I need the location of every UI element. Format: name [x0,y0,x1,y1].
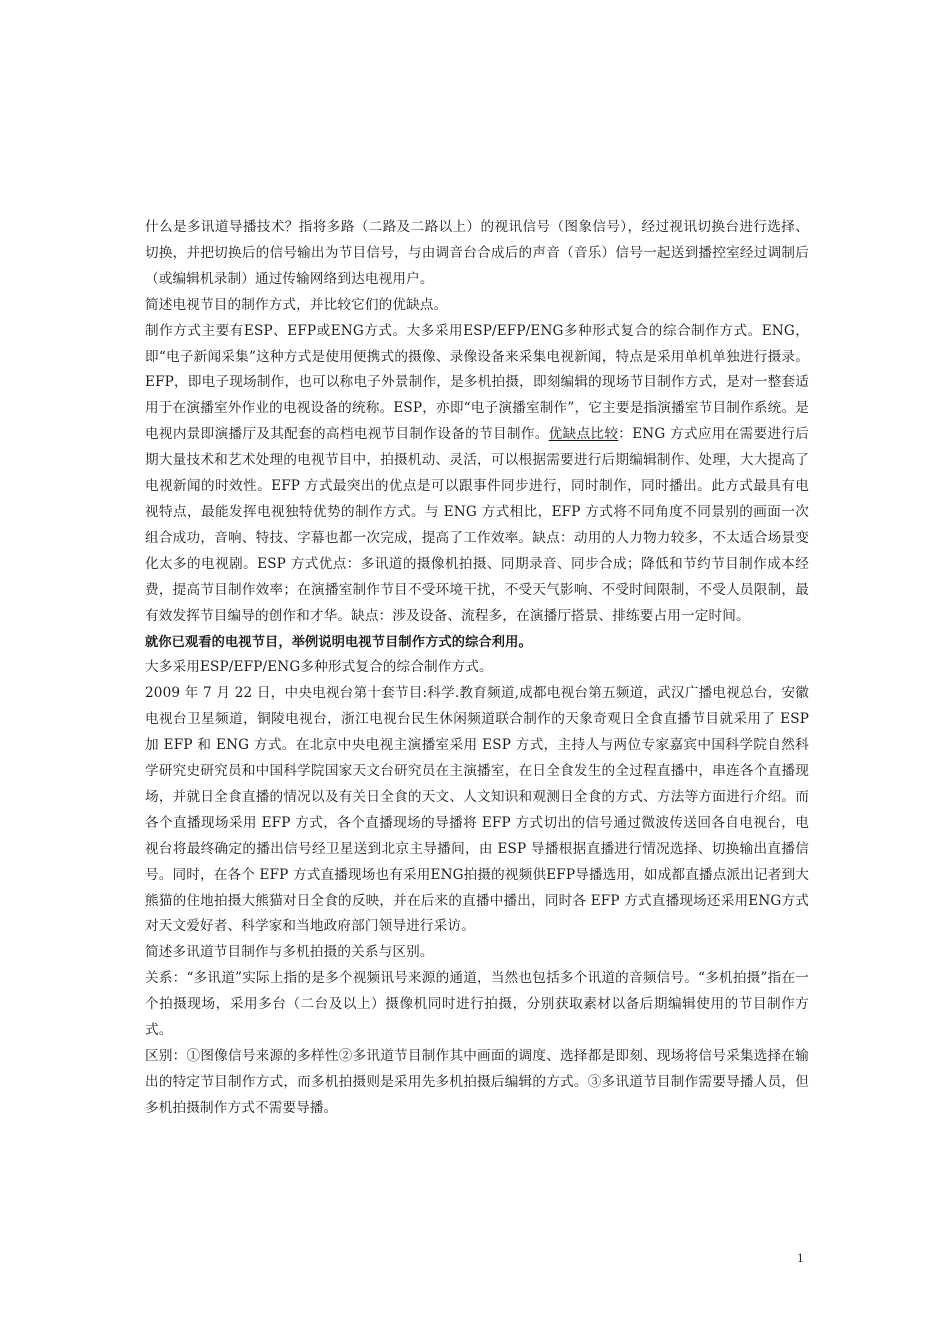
paragraph-eclipse-example: 2009 年 7 月 22 日，中央电视台第十套节目:科学.教育频道,成都电视台第五频道，武汉广播电视总台，安徽电视台卫星频道，铜陵电视台，浙江电视台民生休闲频道联合制作的天象奇观日全食直播节目就采用了 ESP 加 EFP 和 ENG 方式。在北京中央电视主演播室采用 ESP 方式，主持人与两位专家嘉宾中国科学院自然科学研究史研究员和中国科学院国家天文台研究员在主演播室，在日全食发生的全过程直播中，串连各个直播现场，并就日全食直播的情况以及有关日全食的天文、人文知识和观测日全食的方式、方法等方面进行介绍。而各个直播现场采用 EFP 方式，各个直播现场的导播将 EFP 方式切出的信号通过微波传送回各自电视台，电视台将最终确定的播出信号经卫星送到北京主导播间，由 ESP 导播根据直播进行情况选择、切换输出直播信号。同时，在各个 EFP 方式直播现场也有采用ENG拍摄的视频供EFP导播选用，如成都直播点派出记者到大熊猫的住地拍摄大熊猫对日全食的反映，并在后来的直播中播出，同时各 EFP 方式直播现场还采用ENG方式对天文爱好者、科学家和当地政府部门领导进行采访。 [145,685,809,935]
paragraph-question-relationship: 简述多讯道节目制作与多机拍摄的关系与区别。 [145,944,434,961]
document-body [145,215,809,1122]
paragraph-production-methods-answer [145,319,809,630]
paragraph-relationship: 关系：“多讯道”实际上指的是多个视频讯号来源的通道，当然也包括多个讯道的音频信号。“多机拍摄”指在一个拍摄现场，采用多台（二台及以上）摄像机同时进行拍摄，分别获取素材以备后期编辑使用的节目制作方式。 [145,970,809,1039]
bold-question-heading: 就你已观看的电视节目，举例说明电视节目制作方式的综合利用。 [145,634,532,650]
answer-text-part-2: ：ENG 方式应用在需要进行后期大量技术和艺术处理的电视节目中，拍摄机动、灵活，可以根据需要进行后期编辑制作、处理，大大提高了电视新闻的时效性。EFP 方式最突出的优点是可以跟事件同步进行，同时制作，同时播出。此方式最具有电视特点，最能发挥电视独特优势的制作方式。与 ENG 方式相比，EFP 方式将不同角度不同景别的画面一次组合成功，音响、特技、字幕也都一次完成，提高了工作效率。缺点：动用的人力物力较多，不太适合场景变化太多的电视剧。ESP 方式优点：多讯道的摄像机拍摄、同期录音、同步合成；降低和节约节目制作成本经费，提高节目制作效率；在演播室制作节目不受环境干扰，不受天气影响、不受时间限制，不受人员限制，最有效发挥节目编导的创作和才华。缺点：涉及设备、流程多，在演播厅搭景、排练要占用一定时间。 [145,426,809,624]
answer-text-part-1: 制作方式主要有ESP、EFP或ENG方式。大多采用ESP/EFP/ENG多种形式复合的综合制作方式。ENG，即“电子新闻采集”这种方式是使用便携式的摄像、录像设备来采集电视新闻，特点是采用单机单独进行摄录。EFP，即电子现场制作，也可以称电子外景制作，是多机拍摄，即刻编辑的现场节目制作方式，是对一整套适用于在演播室外作业的电视设备的统称。ESP，亦即“电子演播室制作”，它主要是指演播室节目制作系统。是电视内景即演播厅及其配套的高档电视节目制作设备的节目制作。 [145,322,809,443]
underlined-pros-cons: 优缺点比较 [548,426,619,443]
paragraph-difference: 区别：①图像信号来源的多样性②多讯道节目制作其中画面的调度、选择都是即刻、现场将信号采集选择在输出的特定节目制作方式，而多机拍摄则是采用先多机拍摄后编辑的方式。③多讯道节目制作需要导播人员，但多机拍摄制作方式不需要导播。 [145,1048,809,1116]
page-number: 1 [797,1250,804,1265]
paragraph-multichannel-definition: 什么是多讯道导播技术？指将多路（二路及二路以上）的视讯信号（图象信号），经过视讯切换台进行选择、切换，并把切换后的信号输出为节目信号，与由调音台合成后的声音（音乐）信号一起送到播控室经过调制后（或编辑机录制）通过传输网络到达电视用户。 [145,219,809,287]
paragraph-combined-methods: 大多采用ESP/EFP/ENG多种形式复合的综合制作方式。 [145,659,493,676]
paragraph-question-production-methods: 简述电视节目的制作方式，并比较它们的优缺点。 [145,296,448,313]
